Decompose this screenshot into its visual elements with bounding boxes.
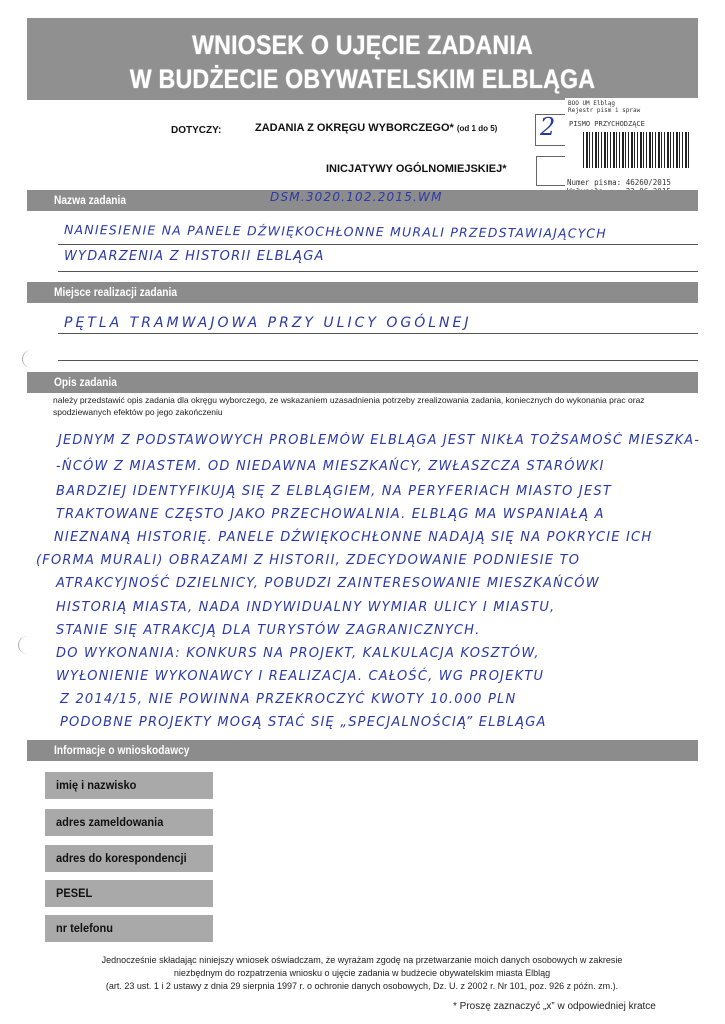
rule-line	[58, 244, 698, 245]
consent-line-2: niezbędnym do rozpatrzenia wniosku o ujęcie zadania w budżecie obywatelskim miasta Elbląg	[173, 968, 551, 978]
option-ogolnomiejska-label: INICJATYWY OGÓLNOMIEJSKIEJ*	[326, 163, 507, 175]
stamp-pismo: PISMO PRZYCHODZĄCE	[569, 120, 645, 128]
field-imie-nazwisko[interactable]	[45, 772, 213, 799]
opis-line-2: -ŃCÓW Z MIASTEM. OD NIEDAWNA MIESZKAŃCY, ZWŁASZCZA STARÓWKI	[56, 459, 605, 474]
section-label-nazwa: Nazwa zadania	[54, 193, 126, 207]
opis-line-12: Z 2014/15, NIE POWINNA PRZEKROCZYĆ KWOTY 10.000 PLN	[60, 692, 517, 707]
miejsce-line-1: PĘTLA TRAMWAJOWA PRZY ULICY OGÓLNEJ	[64, 315, 472, 331]
rule-line	[58, 360, 698, 361]
field-adres-korespondencji[interactable]	[45, 845, 213, 872]
opis-line-13: PODOBNE PROJEKTY MOGĄ STAĆ SIĘ „SPECJALNOŚCIĄ” ELBLĄGA	[60, 715, 547, 730]
consent-statement	[62, 954, 662, 993]
field-adres-zameldowania[interactable]	[45, 809, 213, 836]
ogolnomiejska-checkbox[interactable]	[536, 156, 568, 186]
punch-hole	[22, 350, 41, 368]
field-label: PESEL	[56, 886, 93, 900]
stamp-office-line1: BOO UM Elbląg	[568, 100, 615, 107]
stamp-office-line2: Rejestr pism i spraw	[568, 107, 641, 114]
form-title-line1: WNIOSEK O UJĘCIE ZADANIA	[192, 30, 533, 60]
consent-line-1: Jednocześnie składając niniejszy wniosek oświadczam, że wyrażam zgodę na przetwarzanie moich danych osobowych w zakresie	[101, 955, 623, 965]
consent-line-3: (art. 23 ust. 1 i 2 ustawy z dnia 29 sierpnia 1997 r. o ochronie danych osobowych, Dz. U. z 2002 r. Nr 101, poz. 926 z późn. zm.).	[105, 981, 619, 991]
field-label: adres zameldowania	[56, 815, 164, 829]
registration-stamp	[565, 98, 698, 204]
rule-line	[58, 271, 698, 272]
section-bar-opis	[27, 372, 698, 393]
opis-line-5: NIEZNANĄ HISTORIĘ. PANELE DŹWIĘKOCHŁONNE NADAJĄ SIĘ NA POKRYCIE ICH	[54, 530, 653, 545]
punch-hole	[18, 636, 37, 654]
section-label-wnioskodawca: Informacje o wnioskodawcy	[54, 743, 190, 757]
opis-line-9: STANIE SIĘ ATRAKCJĄ DLA TURYSTÓW ZAGRANICZNYCH.	[56, 623, 481, 638]
okreg-value: 2	[540, 113, 556, 141]
field-pesel[interactable]	[45, 880, 213, 907]
section-label-opis: Opis zadania	[54, 375, 117, 389]
registration-number: DSM.3020.102.2015.WM	[270, 190, 443, 204]
section-bar-miejsce	[27, 282, 698, 303]
stamp-office	[568, 100, 640, 114]
nazwa-line-1: NANIESIENIE NA PANELE DŹWIĘKOCHŁONNE MURALI PRZEDSTAWIAJĄCYCH	[63, 222, 607, 241]
stamp-numer-value: 46260/2015	[625, 178, 671, 187]
opis-instructions: należy przedstawić opis zadania dla okręgu wyborczego, ze wskazaniem uzasadnienia potrzeby zrealizowania zadania, koniecznych do wykonania prac oraz spodziewanych efektów po jego zakończeniu	[53, 395, 645, 417]
stamp-numer-label: Numer pisma:	[567, 178, 622, 187]
option-okreg-range: (od 1 do 5)	[456, 124, 498, 133]
nazwa-line-2: WYDARZENIA Z HISTORII ELBLĄGA	[64, 249, 325, 264]
opis-line-4: TRAKTOWANE CZĘSTO JAKO PRZECHOWALNIA. ELBLĄG MA WSPANIAŁĄ A	[56, 507, 605, 522]
opis-line-6: (FORMA MURALI) OBRAZAMI Z HISTORII, ZDECYDOWANIE PODNIESIE TO	[36, 553, 581, 568]
option-okreg-text: ZADANIA Z OKRĘGU WYBORCZEGO*	[255, 122, 454, 134]
opis-line-3: BARDZIEJ IDENTYFIKUJĄ SIĘ Z ELBLĄGIEM, NA PERYFERIACH MIASTO JEST	[56, 484, 612, 499]
section-bar-wnioskodawca	[27, 740, 698, 761]
opis-line-8: HISTORIĄ MIASTA, NADA INDYWIDUALNY WYMIAR ULICY I MIASTU,	[56, 600, 556, 615]
opis-line-11: WYŁONIENIE WYKONAWCY I REALIZACJA. CAŁOŚĆ, WG PROJEKTU	[56, 669, 545, 684]
opis-line-1: JEDNYM Z PODSTAWOWYCH PROBLEMÓW ELBLĄGA JEST NIKŁA TOŻSAMOŚĆ MIESZKA-	[58, 433, 701, 448]
rule-line	[58, 333, 698, 334]
section-label-miejsce: Miejsce realizacji zadania	[54, 285, 178, 299]
field-label: nr telefonu	[56, 921, 114, 935]
field-nr-telefonu[interactable]	[45, 915, 213, 942]
opis-line-7: ATRAKCYJNOŚĆ DZIELNICY, POBUDZI ZAINTERESOWANIE MIESZKAŃCÓW	[56, 576, 600, 591]
okreg-checkbox[interactable]	[535, 114, 567, 146]
barcode	[583, 132, 691, 168]
option-okreg-label	[255, 122, 497, 134]
form-title-line2: W BUDŻECIE OBYWATELSKIM ELBLĄGA	[129, 64, 596, 94]
footnote: * Proszę zaznaczyć „x” w odpowiedniej kratce	[453, 1001, 656, 1012]
field-label: imię i nazwisko	[56, 778, 137, 792]
dotyczy-label: DOTYCZY:	[171, 125, 222, 136]
field-label: adres do korespondencji	[56, 851, 187, 865]
opis-line-10: DO WYKONANIA: KONKURS NA PROJEKT, KALKULACJA KOSZTÓW,	[56, 646, 540, 661]
